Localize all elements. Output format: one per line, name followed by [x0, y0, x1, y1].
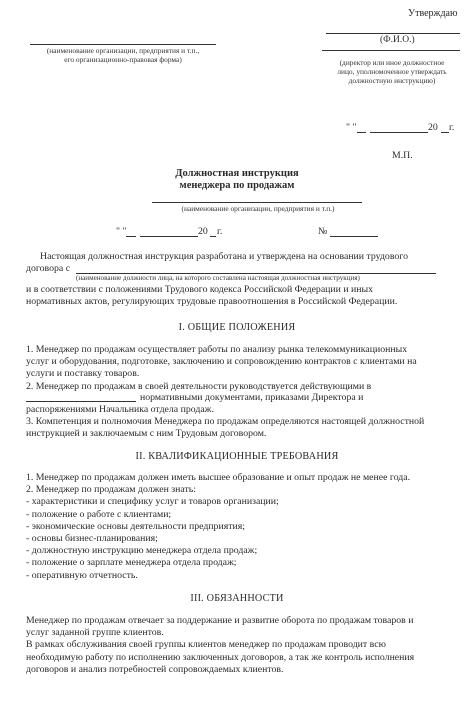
paragraph-line: необходимую работу по исполнению заключенных договоров, а так же контроль исполнения [26, 651, 415, 663]
org-note-line: его организационно-правовая форма) [64, 55, 182, 64]
title-line: Должностная инструкция [175, 168, 299, 179]
list-item: - положение о зарплате менеджера отдела продаж; [26, 557, 237, 569]
intro-line: нормативных актов, регулирующих трудовые правоотношения в Российской Федерации. [26, 296, 398, 307]
paragraph-line: распоряжениями Начальника отдела продаж. [26, 404, 214, 415]
list-item: - основы бизнес-планирования; [26, 533, 158, 545]
org-note [24, 46, 222, 64]
position-name-note: (наименование должности лица, на которого составлена настоящая должностная инструкция) [76, 274, 360, 282]
list-item: - характеристики и специфику услуг и товаров организации; [26, 496, 279, 508]
doc-year-suffix: г. [217, 226, 223, 237]
paragraph-line: услуг заданной группе клиентов. [26, 627, 164, 639]
doc-month-line [140, 236, 198, 237]
paragraph-line: услуги и поставку товаров. [26, 368, 140, 380]
list-item: - положение о работе с клиентами; [26, 508, 172, 520]
director-note [322, 58, 462, 85]
paragraph-line: 2. Менеджер по продажам в своей деятельности руководствуется действующими в [26, 380, 372, 392]
stamp-label: М.П. [392, 150, 413, 161]
section-heading: III. ОБЯЗАННОСТИ [190, 593, 284, 604]
doc-number-sign: № [318, 226, 328, 237]
section-heading: I. ОБЩИЕ ПОЛОЖЕНИЯ [178, 322, 296, 333]
intro-line: Настоящая должностная инструкция разработана и утверждена на основании трудового [40, 251, 408, 262]
intro-line: и в соответствии с положениями Трудового кодекса Российской Федерации и иных [26, 284, 374, 295]
paragraph-line: 3. Компетенция и полномочия Менеджера по продажам определяются настоящей должностной [26, 416, 425, 428]
section-1-body [26, 344, 417, 393]
approval-year: 20 [428, 122, 438, 133]
paragraph-line: инструкцией и заключаемым с ним Трудовым договором. [26, 428, 267, 440]
approval-month-line [370, 132, 428, 133]
intro-line: договора с [26, 263, 71, 274]
section-2-body [26, 472, 410, 582]
director-note-line: (директор или иное должностное [339, 58, 445, 67]
approval-date-quote: " " [346, 122, 357, 133]
approval-day-line [357, 132, 366, 133]
org-line [30, 44, 216, 45]
section-1-body-cont [26, 404, 424, 441]
list-item: - должностную инструкцию менеджера отдела продаж; [26, 545, 258, 557]
director-note-line: должностную инструкцию) [348, 76, 436, 85]
doc-date-quote: " " [116, 226, 127, 237]
org-note-line: (наименование организации, предприятия и т.п., [46, 46, 200, 55]
doc-year-line [210, 236, 216, 237]
list-item: - экономические основы деятельности предприятия; [26, 520, 245, 532]
paragraph-line: договоров и анализ потребностей сопровождаемых клиентов. [26, 663, 284, 675]
director-note-line: лицо, уполномоченное утверждать [337, 67, 447, 76]
paragraph-line: 1. Менеджер по продажам осуществляет работы по анализу рынка телекоммуникационных [26, 344, 408, 355]
paragraph-line: 2. Менеджер по продажам должен знать: [26, 484, 196, 496]
section-3-body [26, 615, 414, 676]
org-name-note: (наименование организации, предприятия и т.п.) [181, 204, 335, 213]
fio-label: (Ф.И.О.) [380, 35, 415, 45]
doc-year: 20 [198, 226, 208, 237]
blank-line [26, 401, 136, 402]
paragraph-line: нормативными документами, приказами Директора и [140, 392, 364, 403]
title-line: менеджера по продажам [179, 180, 295, 191]
section-heading: II. КВАЛИФИКАЦИОННЫЕ ТРЕБОВАНИЯ [135, 451, 339, 462]
paragraph-line: 1. Менеджер по продажам должен иметь высшее образование и опыт продаж не менее года. [26, 472, 411, 483]
approval-year-suffix: г. [449, 122, 455, 133]
paragraph-line: Менеджер по продажам отвечает за поддержание и развитие оборота по продажам товаров и [26, 615, 414, 626]
doc-day-line [126, 236, 136, 237]
document-title [120, 168, 354, 192]
approval-year-line [441, 132, 449, 133]
paragraph-line: В рамках обслуживания своей группы клиентов менеджер по продажам проводит всю [26, 639, 386, 651]
list-item: - оперативную отчетность. [26, 569, 138, 581]
signature-line [326, 33, 460, 34]
org-name-line [152, 202, 362, 203]
approve-label: Утверждаю [408, 8, 458, 19]
paragraph-line: услуг и оборудования, подготовке, заключению и сопровождению контрактов с клиентами на [26, 356, 417, 368]
doc-number-line [330, 236, 378, 237]
position-line [322, 50, 460, 51]
